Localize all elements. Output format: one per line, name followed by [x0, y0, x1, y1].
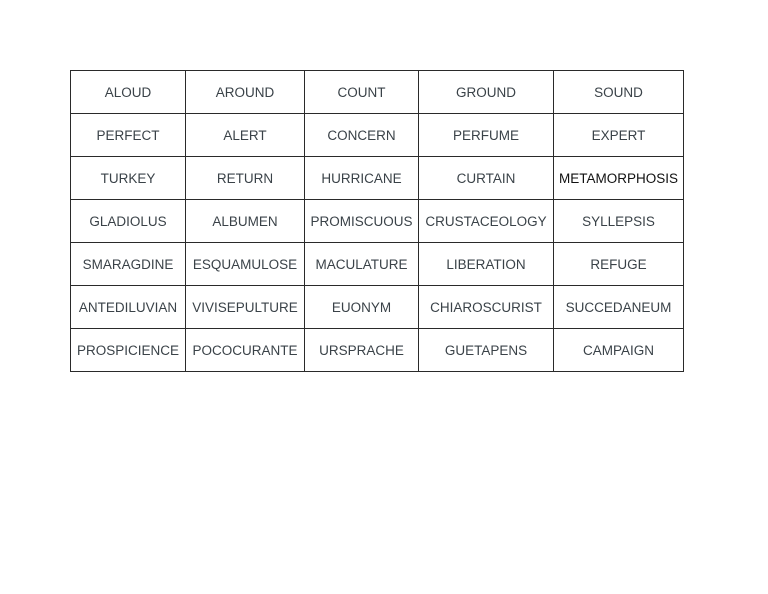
word-cell: EUONYM — [305, 286, 419, 329]
word-cell: LIBERATION — [419, 243, 554, 286]
word-cell: GROUND — [419, 71, 554, 114]
word-grid-body — [71, 71, 684, 372]
word-cell: ALBUMEN — [186, 200, 305, 243]
word-cell: URSPRACHE — [305, 329, 419, 372]
word-cell: AROUND — [186, 71, 305, 114]
word-cell: CURTAIN — [419, 157, 554, 200]
word-cell: METAMORPHOSIS — [554, 157, 684, 200]
word-cell: ALOUD — [71, 71, 186, 114]
word-cell: GLADIOLUS — [71, 200, 186, 243]
word-cell: VIVISEPULTURE — [186, 286, 305, 329]
table-row — [71, 114, 684, 157]
word-cell: POCOCURANTE — [186, 329, 305, 372]
word-cell: EXPERT — [554, 114, 684, 157]
word-cell: CONCERN — [305, 114, 419, 157]
word-cell: SYLLEPSIS — [554, 200, 684, 243]
word-cell: PERFECT — [71, 114, 186, 157]
table-row — [71, 71, 684, 114]
word-cell: SUCCEDANEUM — [554, 286, 684, 329]
word-cell: ALERT — [186, 114, 305, 157]
word-cell: TURKEY — [71, 157, 186, 200]
word-grid-table — [70, 70, 684, 372]
word-cell: CAMPAIGN — [554, 329, 684, 372]
table-row — [71, 243, 684, 286]
word-cell: CRUSTACEOLOGY — [419, 200, 554, 243]
word-cell: CHIAROSCURIST — [419, 286, 554, 329]
word-cell: MACULATURE — [305, 243, 419, 286]
word-cell: PROSPICIENCE — [71, 329, 186, 372]
word-cell: ESQUAMULOSE — [186, 243, 305, 286]
word-cell: ANTEDILUVIAN — [71, 286, 186, 329]
word-cell: PROMISCUOUS — [305, 200, 419, 243]
word-cell: PERFUME — [419, 114, 554, 157]
word-cell: SMARAGDINE — [71, 243, 186, 286]
table-row — [71, 286, 684, 329]
table-row — [71, 329, 684, 372]
word-cell: SOUND — [554, 71, 684, 114]
word-cell: RETURN — [186, 157, 305, 200]
word-cell: HURRICANE — [305, 157, 419, 200]
table-row — [71, 157, 684, 200]
word-cell: REFUGE — [554, 243, 684, 286]
word-cell: GUETAPENS — [419, 329, 554, 372]
table-row — [71, 200, 684, 243]
word-cell: COUNT — [305, 71, 419, 114]
